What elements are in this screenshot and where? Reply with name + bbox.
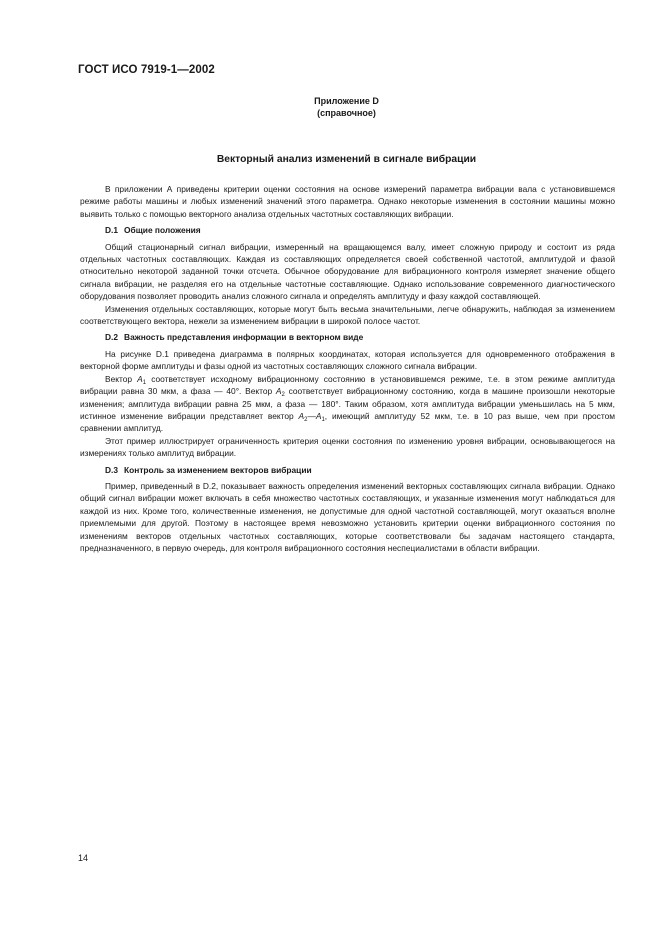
vector-subscript: 1 [142,379,147,386]
d3-paragraph-1: Пример, приведенный в D.2, показывает важность определения изменений векторных составляющих сигнала вибрации. Однако общий сигнал вибрации может включать в себя множество частотных составляющих, и указанные изменения могут наблюдаться для каждой из них. Кроме того, количественные изменения, не допустимые для одной частотной составляющей, могут оказаться вполне приемлемыми для другой. Поэтому в настоящее время невозможно установить критерии оценки вибрационного состояния по изменениям векторов отдельных частотных составляющих, которые соответствовали бы задачам настоящего стандарта, предназначенного, в первую очередь, для контроля вибрационного состояния неспециалистами в области вибрации. [80,480,615,553]
appendix-title: Приложение D [314,96,379,106]
document-body [80,183,615,554]
vector-symbol: A [298,410,305,421]
document-title: Векторный анализ изменений в сигнале вибрации [216,154,477,165]
d2-paragraph-2 [80,373,615,435]
vector-subscript: 2 [281,392,285,399]
d2-paragraph-1: На рисунке D.1 приведена диаграмма в полярных координатах, которая используется для одновременного отображения в векторной форме амплитуды и фазы одной из частотных составляющих сложного сигнала вибрации. [80,348,615,372]
section-heading-d2 [80,331,615,343]
section-heading-d3 [80,464,615,476]
text-run: соответствует исходному вибрационному состоянию в установившемся режиме, т.е. в этом режиме амплитуда вибрации равна 30 мкм, а фаза — 40°. Вектор [80,373,615,397]
appendix-subtitle: (справочное) [317,108,376,118]
text-run: Вектор [105,373,138,384]
text-run: , имеющий амплитуду 52 мкм, т.е. в 10 раз выше, чем при простом сравнении амплитуд. [80,410,615,434]
d1-paragraph-1: Общий стационарный сигнал вибрации, измеренный на вращающемся валу, имеет сложную природу и состоит из ряда отдельных частотных составляющих. Каждая из составляющих определяется своей собственной частотой, амплитудой и фазой относительно некоторой заданной точки отсчета. Обычное оборудование для вибрационного контроля измеряет значение общего сигнала вибрации, не разделяя его на отдельные частотные составляющие. Однако использование современного диагностического оборудования позволяет проводить анализ сложного сигнала и определять амплитуду и фазу каждой составляющей. [80,241,615,302]
section-number: D.3 [105,464,119,475]
text-run: — [307,410,316,421]
section-heading-text: Контроль за изменением векторов вибрации [124,464,312,475]
standard-header: ГОСТ ИСО 7919-1—2002 [78,64,215,76]
section-number: D.2 [105,332,119,343]
vector-symbol: A [275,386,282,397]
section-number: D.1 [105,225,119,236]
vector-subscript: 1 [321,416,325,423]
page-number: 14 [78,853,89,863]
vector-symbol: A [137,373,143,384]
section-heading-d1 [80,224,615,236]
vector-subscript: 2 [304,416,308,423]
d1-paragraph-2: Изменения отдельных составляющих, которые могут быть весьма значительными, легче обнаружить, наблюдая за изменением соответствующего вектора, нежели за изменением вибрации в широкой полосе частот. [80,303,615,327]
text-run: соответствует вибрационному состоянию, когда в машине произошли некоторые изменения; амплитуда вибрации равна 25 мкм, а фаза — 180°. Таким образом, хотя амплитуда вибрации уменьшилась на 5 мкм, истинное изменение вибрации представляет вектор [80,386,615,421]
section-heading-text: Общие положения [124,225,201,236]
intro-paragraph: В приложении А приведены критерии оценки состояния на основе измерений параметра вибрации вала с установившемся режиме работы машины и любых изменений значений этого параметра. Однако некоторые изменения в состоянии машины можно выявить только с помощью векторного анализа отдельных частотных составляющих вибрации. [80,184,615,219]
vector-symbol: A [315,410,322,421]
d2-paragraph-3: Этот пример иллюстрирует ограниченность критерия оценки состояния по изменению уровня вибрации, основывающегося на измерениях только амплитуд вибрации. [80,435,615,459]
section-heading-text: Важность представления информации в векторном виде [124,332,364,343]
